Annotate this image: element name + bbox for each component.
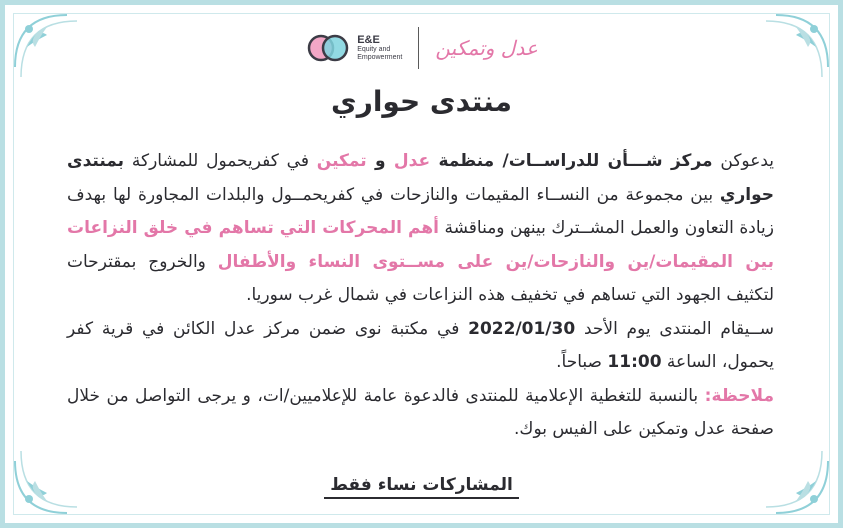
paragraph-invitation <box>67 145 774 313</box>
text-segment: في كفريحمول للمشاركة <box>124 151 317 171</box>
text-segment: بين مجموعة من النســاء المقيمات والنازحات في كفريحمــول والبلدات المجاورة لها بهدف زيادة التعاون والعمل المشــترك بينهن ومناقشة <box>67 184 774 238</box>
paragraph-note <box>67 380 774 447</box>
note-label: ملاحظة: <box>704 385 774 406</box>
organizer-name: مركز شـــأن للدراســات/ منظمة <box>430 151 713 171</box>
page-title: منتدى حواري <box>331 85 512 118</box>
text-segment: في مكتبة نوى ضمن مركز عدل الكائن في قرية كفر يحمول، الساعة <box>67 318 774 372</box>
text-segment: ســيقام المنتدى يوم الأحد <box>575 318 774 339</box>
text-segment: يدعوكن <box>712 151 774 171</box>
text-segment: و <box>366 151 394 171</box>
logo-divider <box>418 27 419 69</box>
ee-logo <box>305 32 402 64</box>
footer-note <box>5 475 838 495</box>
ee-logo-title: E&E <box>357 33 380 46</box>
adl-tamkeen-logo: عدل وتمكين <box>435 36 538 60</box>
discussion-topic: أهم المحركات التي تساهم في خلق النزاعات بين المقيمات/ين والنازحات/ين على مســتوى النساء والأطفال <box>67 218 774 272</box>
org-tamkeen: تمكين <box>316 151 367 171</box>
event-time: 11:00 <box>607 352 662 372</box>
org-adl: عدل <box>393 151 431 171</box>
forum-name: بمنتدى حواري <box>67 151 774 205</box>
paragraph-schedule <box>67 313 774 380</box>
note-text: بالنسبة للتغطية الإعلامية للمنتدى فالدعوة عامة للإعلاميين/ات، و يرجى التواصل من خلال صفحة عدل وتمكين على الفيس بوك. <box>67 385 774 439</box>
participants-women-only: المشاركات نساء فقط <box>324 475 519 499</box>
ee-logo-line1: Equity and <box>357 46 391 54</box>
ee-logo-mark-icon <box>305 32 351 64</box>
ee-logo-line2: Empowerment <box>357 53 403 61</box>
event-date: 2022/01/30 <box>468 318 576 339</box>
text-segment: صباحاً. <box>556 352 608 372</box>
text-segment: والخروج بمقترحات لتكثيف الجهود التي تساهم في تخفيف هذه النزاعات في شمال غرب سوريا. <box>67 251 774 305</box>
invitation-body <box>67 145 774 447</box>
logo-bar <box>5 27 838 69</box>
